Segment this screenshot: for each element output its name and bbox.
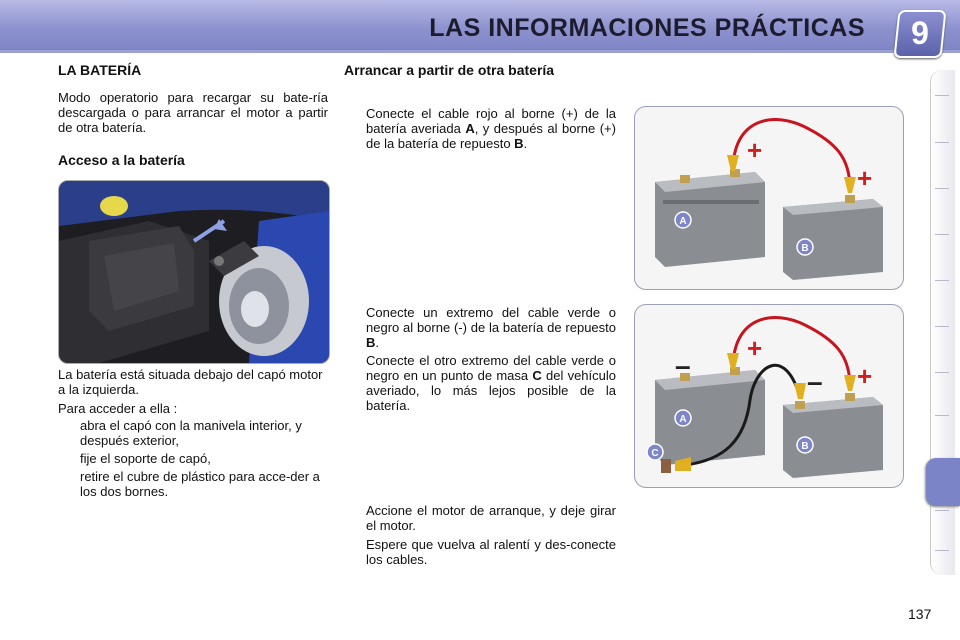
access-lead: Para acceder a ella : <box>58 401 178 416</box>
chapter-badge <box>893 10 946 58</box>
intro-text: Modo operatorio para recargar su bate-ría descargada o para arrancar el motor a partir de otra batería. <box>58 90 328 135</box>
plus-sign: + <box>857 163 873 193</box>
list-item <box>58 469 328 499</box>
list-item-text: fije el soporte de capó, <box>80 451 211 466</box>
tab-divider <box>935 95 949 96</box>
section-title: LA BATERÍA <box>58 62 142 78</box>
battery-a-icon <box>655 169 765 267</box>
steps-4-5 <box>344 503 616 567</box>
list-item <box>344 353 616 413</box>
battery-cables-illustration <box>635 107 903 289</box>
list-item <box>344 305 616 350</box>
access-instructions <box>58 367 328 499</box>
plus-sign: + <box>747 333 763 363</box>
battery-cables-illustration <box>635 305 903 487</box>
svg-text:B: B <box>801 243 809 254</box>
tab-divider <box>935 142 949 143</box>
battery-b-icon <box>783 393 883 478</box>
battery-b-ref: B <box>366 335 376 350</box>
jump-start-diagram-ground <box>634 304 904 488</box>
battery-b-icon <box>783 195 883 280</box>
list-item <box>58 451 328 466</box>
battery-location-photo <box>58 180 330 364</box>
list-item-text: retire el cubre de plástico para acce-der a los dos bornes. <box>80 469 320 499</box>
step-text: del vehículo averiado, lo más lejos posible de la batería. <box>366 368 616 413</box>
tab-divider <box>935 372 949 373</box>
step-text: , y después al borne (+) de la batería de repuesto <box>366 121 616 151</box>
svg-text:B: B <box>801 441 809 452</box>
list-item <box>344 503 616 533</box>
tab-divider <box>935 510 949 511</box>
tab-divider <box>935 415 949 416</box>
intro-paragraph <box>58 90 328 135</box>
header-divider <box>0 50 960 53</box>
list-item <box>344 537 616 567</box>
chapter-number: 9 <box>911 15 929 51</box>
engine-bay-illustration <box>59 181 329 363</box>
step-text: Conecte el otro extremo del cable verde o negro en un punto de masa <box>366 353 616 383</box>
minus-sign: – <box>807 366 823 397</box>
header-bar <box>0 0 960 50</box>
header-title: LAS INFORMACIONES PRÁCTICAS <box>429 14 865 42</box>
tab-divider <box>935 188 949 189</box>
svg-text:A: A <box>679 414 687 425</box>
location-text: La batería está situada debajo del capó motor a la izquierda. <box>58 367 323 397</box>
access-title: Acceso a la batería <box>58 152 185 168</box>
step-1 <box>344 106 616 151</box>
step-text: Conecte el cable rojo al borne (+) de la batería averiada <box>366 106 616 136</box>
minus-sign: – <box>675 350 691 381</box>
step-text: . <box>523 136 528 151</box>
list-item <box>344 106 616 151</box>
ground-point-ref: C <box>532 368 542 383</box>
battery-b-ref: B <box>514 136 524 151</box>
list-item-text: abra el capó con la manivela interior, y después exterior, <box>80 418 302 448</box>
step-text: Conecte un extremo del cable verde o negro al borne (-) de la batería de repuesto <box>366 305 616 335</box>
tab-divider <box>935 326 949 327</box>
ground-point-label: C <box>651 448 659 459</box>
tab-divider <box>935 234 949 235</box>
plus-sign: + <box>857 361 873 391</box>
tab-divider <box>935 550 949 551</box>
steps-2-3 <box>344 305 616 413</box>
jump-start-title: Arrancar a partir de otra batería <box>344 62 555 78</box>
battery-a-icon <box>655 367 765 465</box>
tab-divider <box>935 280 949 281</box>
battery-a-ref: A <box>465 121 475 136</box>
step-text: Espere que vuelva al ralentí y des-conecte los cables. <box>366 537 616 567</box>
svg-text:A: A <box>679 216 687 227</box>
step-text: . <box>375 335 380 350</box>
list-item <box>58 418 328 448</box>
page-number: 137 <box>908 606 932 622</box>
step-text: Accione el motor de arranque, y deje girar el motor. <box>366 503 616 533</box>
active-chapter-tab[interactable] <box>926 458 960 506</box>
plus-sign: + <box>747 135 763 165</box>
jump-start-diagram-positive <box>634 106 904 290</box>
